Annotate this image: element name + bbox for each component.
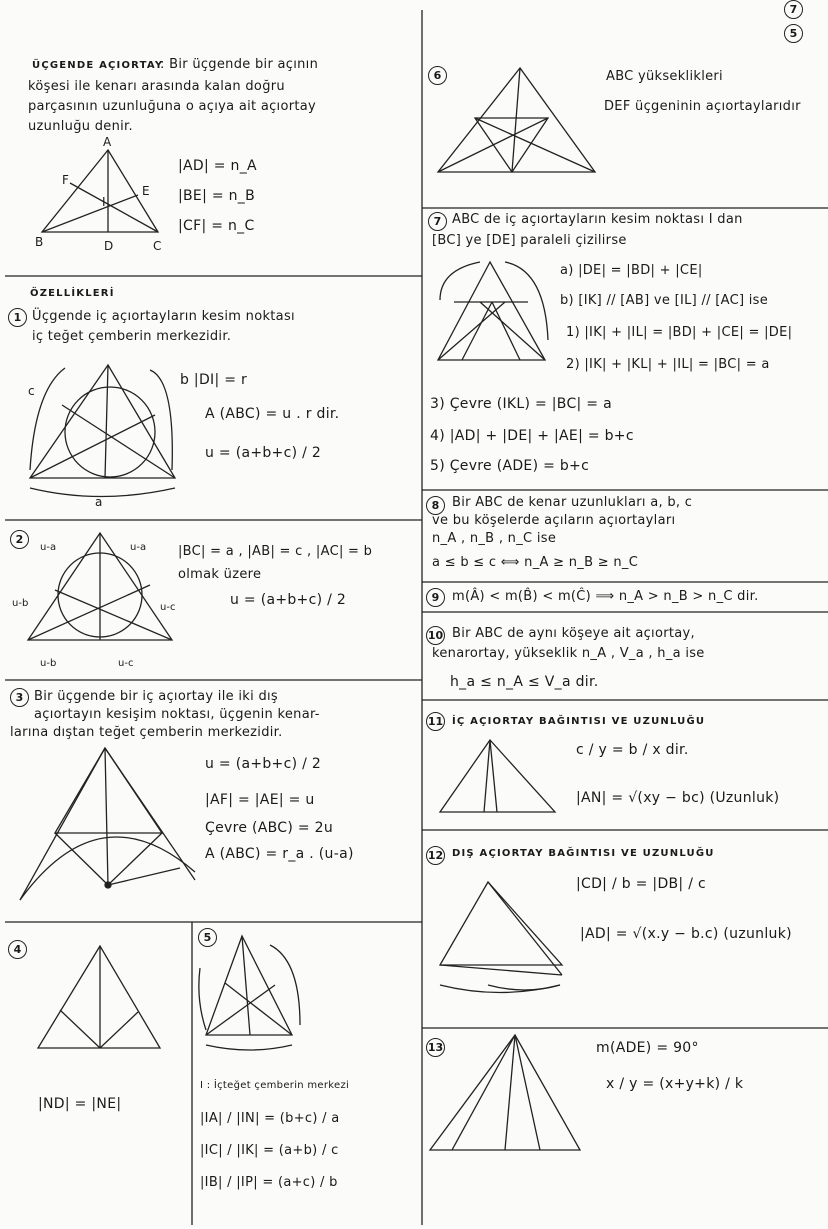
s12-formula-1: |CD| / b = |DB| / c [576, 876, 706, 892]
triangle-s5 [199, 936, 300, 1050]
intro-line-2: köşesi ile kenarı arasında kalan doğru [28, 79, 285, 94]
s5-formula-1: |IA| / |IN| = (b+c) / a [200, 1111, 340, 1126]
intro-label-D: D [104, 239, 114, 253]
s3-line-3: larına dıştan teğet çemberin merkezidir. [10, 725, 283, 740]
s1-side-a: a [95, 495, 103, 509]
s2-tangent-1: u-a [40, 542, 57, 553]
triangle-excircle [20, 748, 195, 900]
s1-line-1: Üçgende iç açıortayların kesim noktası [32, 309, 295, 324]
corner-mark-5: 5 [784, 24, 803, 43]
s11-formula-1: c / y = b / x dir. [576, 742, 689, 758]
section-6-number: 6 [428, 66, 447, 85]
s3-line-1: Bir üçgende bir iç açıortay ile iki dış [34, 689, 278, 704]
s6-line-1: ABC yükseklikleri [606, 69, 723, 84]
s5-formula-2: |IC| / |IK| = (a+b) / c [200, 1143, 339, 1158]
triangle-s7 [438, 262, 548, 360]
s2-tangent-2: u-a [130, 542, 147, 553]
section-7-number: 7 [428, 212, 447, 231]
s3-line-2: açıortayın kesişim noktası, üçgenin kenar- [34, 707, 320, 722]
s2-tangent-5: u-b [40, 658, 57, 669]
intro-line-3: parçasının uzunluğuna o açıya ait açıortay [28, 99, 317, 114]
s10-line-1: Bir ABC de aynı köşeye ait açıortay, [452, 626, 695, 641]
s7-line-1: ABC de iç açıortayların kesim noktası I dan [452, 212, 743, 227]
section-8-number: 8 [426, 496, 445, 515]
section-11-number: 11 [426, 712, 445, 731]
triangle-s11 [440, 740, 555, 812]
s11-formula-2: |AN| = √(xy − bc) (Uzunluk) [576, 790, 780, 806]
s10-line-2: kenarortay, yükseklik n_A , V_a , h_a ise [432, 646, 705, 661]
intro-formula-2: |BE| = n_B [178, 188, 255, 204]
intro-label-I: I [102, 195, 106, 209]
s1-formula-3: u = (a+b+c) / 2 [205, 445, 322, 461]
intro-label-F: F [62, 173, 69, 187]
triangle-intro [42, 150, 158, 232]
s7-item-a: a) |DE| = |BD| + |CE| [560, 263, 703, 278]
s1-line-2: iç teğet çemberin merkezidir. [32, 329, 232, 344]
triangle-incircle [30, 365, 175, 497]
s3-formula-1: u = (a+b+c) / 2 [205, 756, 322, 772]
s1-formula-2: A (ABC) = u . r dir. [205, 406, 340, 422]
triangle-s4 [38, 946, 160, 1048]
intro-label-A: A [103, 135, 112, 149]
section-10-number: 10 [426, 626, 445, 645]
triangle-s13 [430, 1035, 580, 1150]
section-12-number: 12 [426, 846, 445, 865]
s7-item-b: b) [IK] // [AB] ve [IL] // [AC] ise [560, 293, 769, 308]
section-5-number: 5 [198, 928, 217, 947]
intro-label-C: C [153, 239, 162, 253]
corner-mark-7: 7 [784, 0, 803, 19]
intro-line-1: : Bir üçgende bir açının [160, 57, 319, 72]
s1-formula-1: b |DI| = r [180, 372, 248, 388]
s2-formula-2: olmak üzere [178, 567, 262, 582]
s8-line-3: n_A , n_B , n_C ise [432, 531, 557, 546]
section-4-number: 4 [8, 940, 27, 959]
s5-line-1: I : İçteğet çemberin merkezi [200, 1080, 350, 1091]
s2-tangent-4: u-c [160, 602, 176, 613]
s8-line-4: a ≤ b ≤ c ⟺ n_A ≥ n_B ≥ n_C [432, 555, 639, 570]
s8-line-1: Bir ABC de kenar uzunlukları a, b, c [452, 495, 693, 510]
s3-formula-2: |AF| = |AE| = u [205, 792, 315, 808]
section-3-number: 3 [10, 688, 29, 707]
intro-line-4: uzunluğu denir. [28, 119, 133, 134]
s8-line-2: ve bu köşelerde açıların açıortayları [432, 513, 676, 528]
s10-line-3: h_a ≤ n_A ≤ V_a dir. [450, 674, 599, 690]
s13-formula-2: x / y = (x+y+k) / k [606, 1076, 744, 1092]
intro-label-B: B [35, 235, 44, 249]
s7-item-b2: 2) |IK| + |KL| + |IL| = |BC| = a [566, 357, 770, 372]
intro-label-E: E [142, 184, 150, 198]
s3-formula-4: A (ABC) = r_a . (u-a) [205, 846, 354, 862]
section-2-number: 2 [10, 530, 29, 549]
s2-formula-1: |BC| = a , |AB| = c , |AC| = b [178, 544, 373, 559]
section-13-number: 13 [426, 1038, 445, 1057]
s12-formula-2: |AD| = √(x.y − b.c) (uzunluk) [580, 926, 792, 942]
excenter-dot [105, 882, 111, 888]
s7-line-2: [BC] ye [DE] paraleli çizilirse [432, 233, 627, 248]
s2-formula-3: u = (a+b+c) / 2 [230, 592, 347, 608]
s7-item-b1: 1) |IK| + |IL| = |BD| + |CE| = |DE| [566, 325, 793, 340]
section-1-number: 1 [8, 308, 27, 327]
s12-title: DIŞ AÇIORTAY BAĞINTISI VE UZUNLUĞU [452, 848, 715, 859]
triangle-orthic [438, 68, 595, 172]
intro-formula-3: |CF| = n_C [178, 218, 255, 234]
s13-formula-1: m(ADE) = 90° [596, 1040, 699, 1056]
s3-formula-3: Çevre (ABC) = 2u [205, 820, 334, 836]
s6-line-2: DEF üçgeninin açıortaylarıdır [604, 99, 801, 114]
intro-title: ÜÇGENDE AÇIORTAY [32, 60, 164, 71]
s7-item-3: 3) Çevre (IKL) = |BC| = a [430, 396, 612, 412]
s11-title: İÇ AÇIORTAY BAĞINTISI VE UZUNLUĞU [452, 716, 706, 727]
triangle-s12 [440, 882, 562, 993]
section-9-number: 9 [426, 588, 445, 607]
s4-formula-1: |ND| = |NE| [38, 1096, 122, 1112]
intro-formula-1: |AD| = n_A [178, 158, 257, 174]
s1-side-c: c [28, 384, 35, 398]
s2-tangent-6: u-c [118, 658, 134, 669]
props-title: ÖZELLİKLERİ [30, 288, 115, 299]
s7-item-4: 4) |AD| + |DE| + |AE| = b+c [430, 428, 634, 444]
s5-formula-3: |IB| / |IP| = (a+c) / b [200, 1175, 338, 1190]
s9-line-1: m(Â) < m(B̂) < m(Ĉ) ⟹ n_A > n_B > n_C dir. [452, 589, 759, 604]
s2-tangent-3: u-b [12, 598, 29, 609]
s7-item-5: 5) Çevre (ADE) = b+c [430, 458, 590, 474]
